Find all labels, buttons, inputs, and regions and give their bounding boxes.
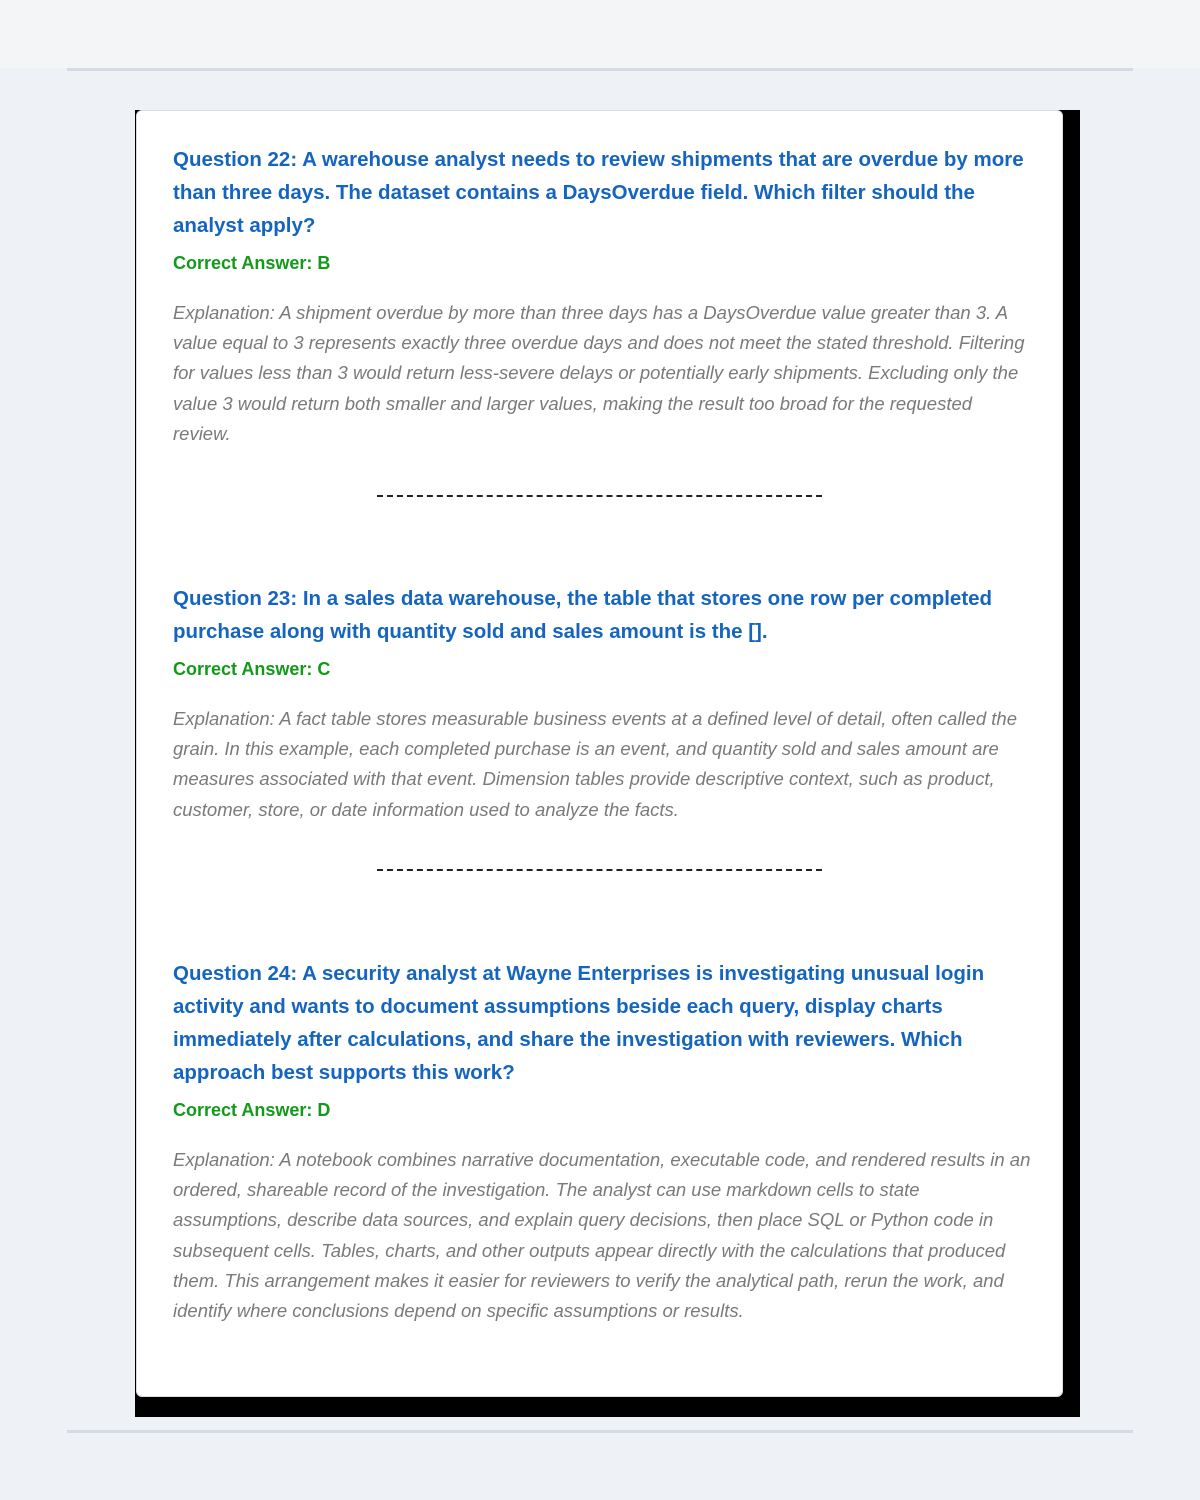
correct-answer: Correct Answer: B (173, 253, 331, 273)
question-block-23 (173, 582, 1033, 825)
dashed-divider (377, 869, 822, 871)
dashed-divider (377, 495, 822, 497)
question-block-24 (173, 957, 1033, 1326)
correct-answer: Correct Answer: C (173, 659, 331, 679)
question-block-22 (173, 143, 1033, 449)
question-text: Question 22: A warehouse analyst needs to review shipments that are overdue by more than three days. The dataset contains a DaysOverdue field. Which filter should the analyst apply? (173, 148, 1024, 237)
document-page (136, 110, 1063, 1397)
top-band (0, 0, 1200, 68)
question-text: Question 24: A security analyst at Wayne Enterprises is investigating unusual login activity and wants to document assumptions beside each query, display charts immediately after calculations, and share the investigation with reviewers. Which approach best supports this work? (173, 962, 985, 1084)
question-text: Question 23: In a sales data warehouse, the table that stores one row per completed purchase along with quantity sold and sales amount is the []. (173, 587, 993, 643)
bottom-rule (67, 1430, 1133, 1433)
explanation-text: Explanation: A shipment overdue by more than three days has a DaysOverdue value greater than 3. A value equal to 3 represents exactly three overdue days and does not meet the stated threshold. Filtering for values less than 3 would return less-severe delays or potentially early shipments. Excluding only the value 3 would return both smaller and larger values, making the result too broad for the requested review. (173, 302, 1025, 444)
explanation-text: Explanation: A fact table stores measurable business events at a defined level of detail, often called the grain. In this example, each completed purchase is an event, and quantity sold and sales amount are measures associated with that event. Dimension tables provide descriptive context, such as product, customer, store, or date information used to analyze the facts. (173, 708, 1017, 820)
explanation-text: Explanation: A notebook combines narrative documentation, executable code, and rendered results in an ordered, shareable record of the investigation. The analyst can use markdown cells to state assumptions, describe data sources, and explain query decisions, then place SQL or Python code in subsequent cells. Tables, charts, and other outputs appear directly with the calculations that produced them. This arrangement makes it easier for reviewers to verify the analytical path, rerun the work, and identify where conclusions depend on specific assumptions or results. (173, 1149, 1031, 1322)
correct-answer: Correct Answer: D (173, 1100, 331, 1120)
top-rule (67, 68, 1133, 71)
